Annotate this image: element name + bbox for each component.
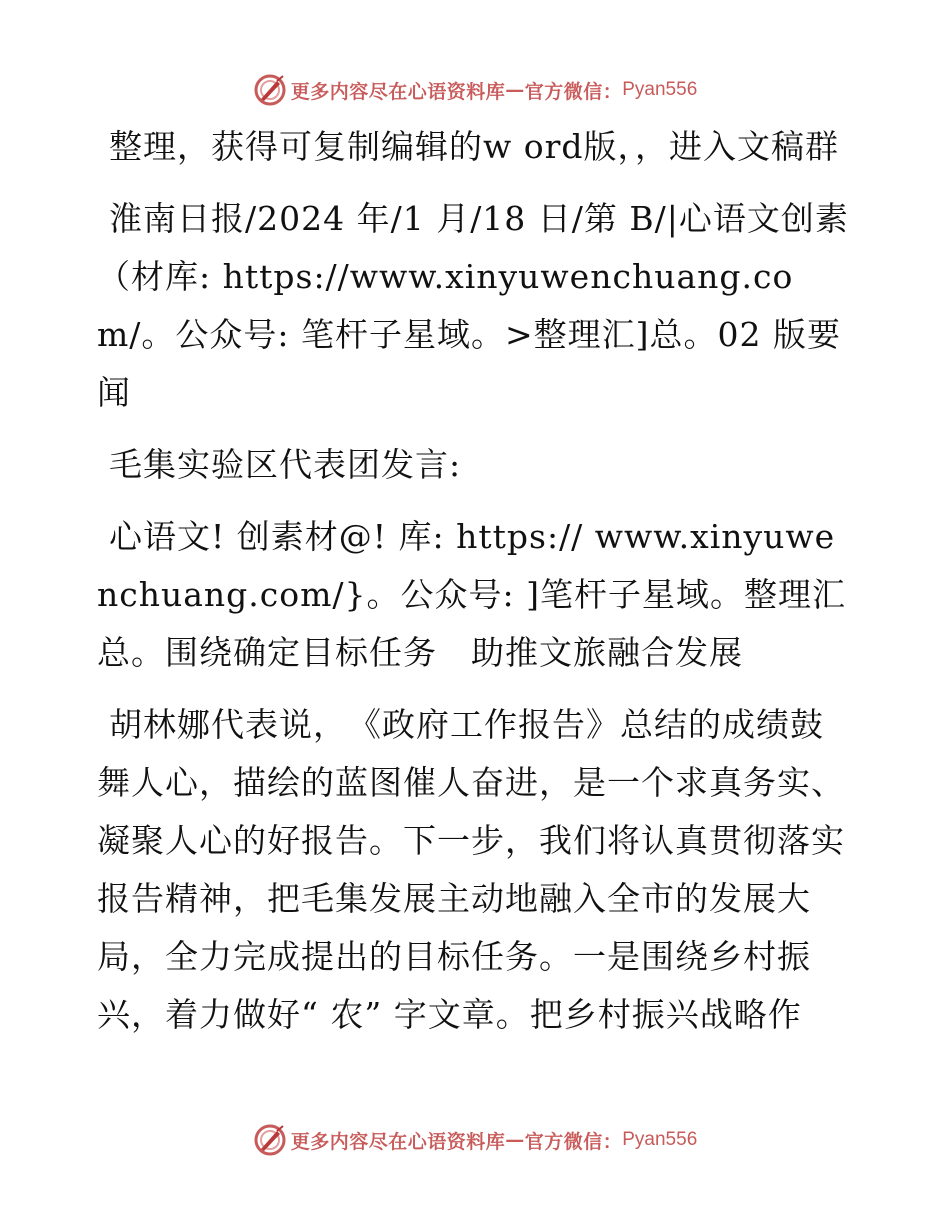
paragraph-4: 心语文! 创素材@! 库: https:// www.xinyuwenchuang.com/}。公众号: ]笔杆子星域。整理汇总。围绕确定目标任务 助推文旅融合发展 xyxy=(97,517,847,672)
quill-logo-icon xyxy=(253,1123,287,1157)
watermark-contact-label: 官方微信： xyxy=(524,80,623,103)
watermark-contact-value: Pyan556 xyxy=(622,79,698,100)
footer-watermark xyxy=(0,1120,950,1160)
paragraph-1: 整理，获得可复制编辑的w ord版，，进入文稿群 xyxy=(109,127,840,166)
watermark-contact-label: 官方微信： xyxy=(524,1130,623,1153)
header-watermark xyxy=(0,70,950,110)
watermark-contact-value: Pyan556 xyxy=(622,1129,698,1150)
paragraph-3: 毛集实验区代表团发言: xyxy=(109,445,462,484)
watermark-dash: — xyxy=(505,1129,525,1151)
paragraph-5: 胡林娜代表说， 《政府工作报告》总结的成绩鼓舞人心，描绘的蓝图催人奋进，是一个求真务实、凝聚人心的好报告。下一步，我们将认真贯彻落实报告精神，把毛集发展主动地融入全市的发展大局，全力完成提出的目标任务。一是围绕乡村振兴，着力做好“ 农” 字文章。把乡村振兴战略作 xyxy=(97,705,845,1034)
watermark-text: 更多内容尽在心语资料库 xyxy=(290,1130,506,1153)
document-body xyxy=(97,118,857,1058)
watermark-text: 更多内容尽在心语资料库 xyxy=(290,80,506,103)
paragraph-2: 淮南日报/2024 年/1 月/18 日/第 B/|心语文创素（材库: https://www.xinyuwenchuang.com/。公众号: 笔杆子星域。>整理汇]总。02 版要闻 xyxy=(97,199,849,412)
watermark-dash: — xyxy=(505,79,525,101)
quill-logo-icon xyxy=(253,73,287,107)
